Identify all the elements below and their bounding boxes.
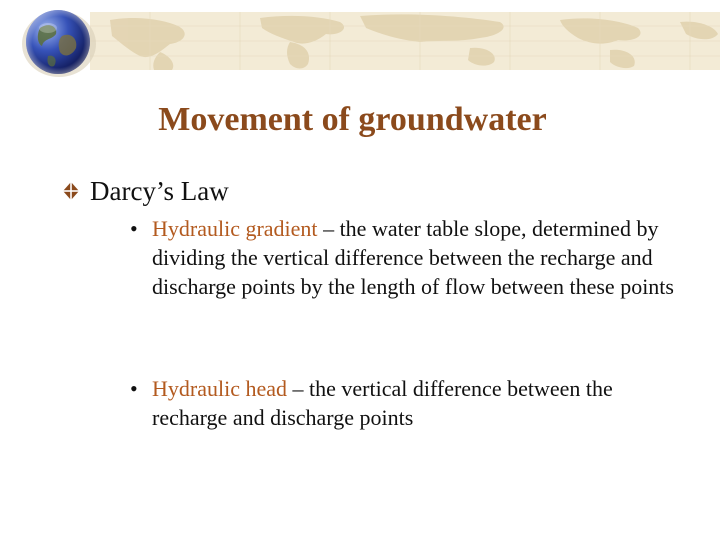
world-map-band (90, 12, 720, 70)
bullet-term: Hydraulic gradient (152, 216, 318, 241)
bullet-hydraulic-head (130, 374, 690, 432)
bullet-marker: • (130, 216, 138, 241)
bullet-rest: – the water table slope, determined by dividing the vertical difference between the recharge and discharge points by the length of flow between these points (152, 216, 674, 299)
bullet-term: Hydraulic head (152, 376, 287, 401)
bullet-body (152, 214, 690, 301)
bullet-rest: – the vertical difference between the recharge and discharge points (152, 376, 613, 430)
level1-text: Darcy’s Law (90, 176, 229, 206)
bullet-hydraulic-gradient (130, 214, 690, 301)
world-map-icon (90, 12, 720, 70)
bullet-body (152, 374, 690, 432)
bullet-marker: • (130, 376, 138, 401)
slide-title: Movement of groundwater (158, 101, 547, 138)
globe-icon (18, 6, 98, 78)
diamond-bullet-icon (58, 176, 84, 206)
level1-item (58, 176, 229, 206)
